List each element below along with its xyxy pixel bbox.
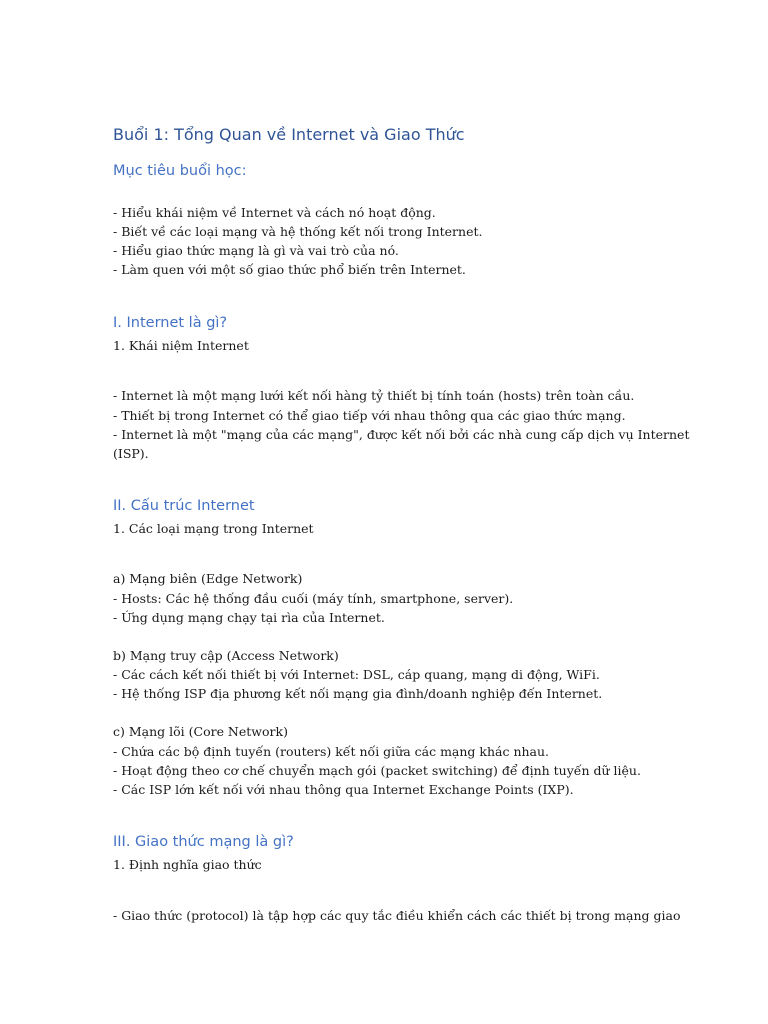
section-3-subheading: 1. Định nghĩa giao thức [113, 857, 262, 872]
paragraph-line: - Internet là một mạng lưới kết nối hàng tỷ thiết bị tính toán (hosts) trên toàn cầu. [113, 388, 635, 403]
paragraph-line: - Các cách kết nối thiết bị với Internet: DSL, cáp quang, mạng di động, WiFi. [113, 667, 600, 682]
paragraph-line: - Hệ thống ISP địa phương kết nối mạng gia đình/doanh nghiệp đến Internet. [113, 686, 603, 701]
paragraph-line: (ISP). [113, 446, 149, 461]
paragraph-line: - Giao thức (protocol) là tập hợp các quy tắc điều khiển cách các thiết bị trong mạng giao [113, 908, 681, 923]
paragraph-line: - Các ISP lớn kết nối với nhau thông qua Internet Exchange Points (IXP). [113, 782, 574, 797]
objective-line: - Hiểu khái niệm về Internet và cách nó hoạt động. [113, 205, 436, 220]
access-network-heading: b) Mạng truy cập (Access Network) [113, 648, 339, 663]
document-title: Buổi 1: Tổng Quan về Internet và Giao Thức [113, 125, 465, 144]
objective-line: - Làm quen với một số giao thức phổ biến trên Internet. [113, 262, 466, 277]
paragraph-line: - Internet là một "mạng của các mạng", được kết nối bởi các nhà cung cấp dịch vụ Internet [113, 427, 690, 442]
objectives-heading: Mục tiêu buổi học: [113, 163, 247, 179]
paragraph-line: - Thiết bị trong Internet có thể giao tiếp với nhau thông qua các giao thức mạng. [113, 408, 626, 423]
paragraph-line: - Chứa các bộ định tuyến (routers) kết nối giữa các mạng khác nhau. [113, 744, 550, 759]
paragraph-line: - Hosts: Các hệ thống đầu cuối (máy tính, smartphone, server). [113, 591, 514, 606]
paragraph-line: - Ứng dụng mạng chạy tại rìa của Internet. [113, 610, 385, 625]
section-1-subheading: 1. Khái niệm Internet [113, 338, 249, 353]
objective-line: - Biết về các loại mạng và hệ thống kết nối trong Internet. [113, 224, 483, 239]
core-network-heading: c) Mạng lõi (Core Network) [113, 724, 288, 739]
section-3-heading: III. Giao thức mạng là gì? [113, 834, 294, 850]
edge-network-heading: a) Mạng biên (Edge Network) [113, 571, 303, 586]
section-2-subheading: 1. Các loại mạng trong Internet [113, 521, 314, 536]
section-1-heading: I. Internet là gì? [113, 315, 228, 331]
objective-line: - Hiểu giao thức mạng là gì và vai trò của nó. [113, 243, 399, 258]
section-2-heading: II. Cấu trúc Internet [113, 498, 255, 514]
paragraph-line: - Hoạt động theo cơ chế chuyển mạch gói (packet switching) để định tuyến dữ liệu. [113, 763, 641, 778]
